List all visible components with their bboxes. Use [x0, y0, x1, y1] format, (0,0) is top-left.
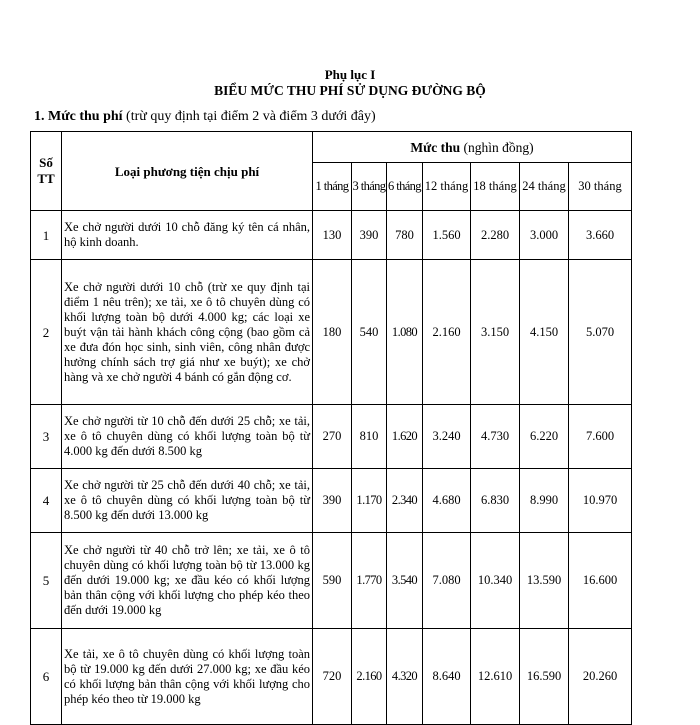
- fee-value: 6.830: [471, 469, 520, 533]
- fee-value: 7.080: [423, 533, 471, 629]
- table-row: [31, 629, 632, 725]
- fee-value: 3.540: [387, 533, 423, 629]
- fee-value: 540: [352, 260, 387, 405]
- fee-value: 8.640: [423, 629, 471, 725]
- fee-value: 10.970: [569, 469, 632, 533]
- row-number: 5: [31, 533, 62, 629]
- row-number: 3: [31, 405, 62, 469]
- fee-value: 12.610: [471, 629, 520, 725]
- fee-value: 180: [313, 260, 352, 405]
- vehicle-description: Xe chở người dưới 10 chỗ (trừ xe quy định tại điểm 1 nêu trên); xe tải, xe ô tô chuyên dùng có khối lượng toàn bộ dưới 4.000 kg; các loại xe buýt vận tải hành khách công cộng (bao gồm cả xe đưa đón học sinh, sinh viên, công nhân được hưởng chính sách trợ giá như xe buýt); xe chở hàng và xe chở người 4 bánh có gắn động cơ.: [62, 260, 313, 405]
- vehicle-description: Xe tải, xe ô tô chuyên dùng có khối lượng toàn bộ từ 19.000 kg đến dưới 27.000 kg; xe đầu kéo có khối lượng bản thân cộng với khối lượng cho phép kéo theo từ 19.000 kg: [62, 629, 313, 725]
- fee-value: 390: [313, 469, 352, 533]
- fee-value: 7.600: [569, 405, 632, 469]
- period-header: 1 tháng: [313, 163, 352, 211]
- section-label: 1. Mức thu phí: [34, 109, 123, 124]
- fee-value: 270: [313, 405, 352, 469]
- fee-value: 1.080: [387, 260, 423, 405]
- fee-value: 2.340: [387, 469, 423, 533]
- fee-value: 16.590: [520, 629, 569, 725]
- period-header: 6 tháng: [387, 163, 423, 211]
- fee-value: 590: [313, 533, 352, 629]
- fee-value: 4.150: [520, 260, 569, 405]
- fee-table: [30, 131, 632, 725]
- period-header: 30 tháng: [569, 163, 632, 211]
- table-row: [31, 405, 632, 469]
- fee-value: 720: [313, 629, 352, 725]
- fee-value: 3.150: [471, 260, 520, 405]
- section-note: (trừ quy định tại điểm 2 và điểm 3 dưới đây): [122, 109, 376, 124]
- fee-header-unit: (nghìn đồng): [460, 139, 534, 155]
- fee-value: 2.280: [471, 211, 520, 260]
- fee-value: 16.600: [569, 533, 632, 629]
- period-header: 18 tháng: [471, 163, 520, 211]
- stt-header: Số TT: [31, 132, 62, 211]
- period-header: 3 tháng: [352, 163, 387, 211]
- table-row: [31, 469, 632, 533]
- fee-value: 10.340: [471, 533, 520, 629]
- fee-value: 130: [313, 211, 352, 260]
- fee-value: 1.770: [352, 533, 387, 629]
- fee-value: 780: [387, 211, 423, 260]
- fee-value: 4.680: [423, 469, 471, 533]
- fee-header: [313, 132, 632, 163]
- fee-value: 6.220: [520, 405, 569, 469]
- table-row: [31, 533, 632, 629]
- period-header: 12 tháng: [423, 163, 471, 211]
- fee-value: 1.560: [423, 211, 471, 260]
- table-row: [31, 260, 632, 405]
- fee-value: 3.660: [569, 211, 632, 260]
- fee-value: 1.620: [387, 405, 423, 469]
- vehicle-description: Xe chở người từ 40 chỗ trở lên; xe tải, xe ô tô chuyên dùng có khối lượng toàn bộ từ 13.000 kg đến dưới 19.000 kg; xe đầu kéo có khối lượng bản thân cộng với khối lượng cho phép kéo theo đến dưới 19.000 kg: [62, 533, 313, 629]
- vehicle-description: Xe chở người dưới 10 chỗ đăng ký tên cá nhân, hộ kinh doanh.: [62, 211, 313, 260]
- section-heading: [34, 108, 376, 125]
- appendix-subtitle: BIỂU MỨC THU PHÍ SỬ DỤNG ĐƯỜNG BỘ: [214, 83, 486, 98]
- table-row: [31, 211, 632, 260]
- vehicle-description: Xe chở người từ 25 chỗ đến dưới 40 chỗ; xe tải, xe ô tô chuyên dùng có khối lượng toàn bộ từ 8.500 kg đến dưới 13.000 kg: [62, 469, 313, 533]
- fee-value: 13.590: [520, 533, 569, 629]
- vehicle-type-header: Loại phương tiện chịu phí: [62, 132, 313, 211]
- fee-value: 810: [352, 405, 387, 469]
- fee-value: 1.170: [352, 469, 387, 533]
- fee-value: 390: [352, 211, 387, 260]
- fee-value: 20.260: [569, 629, 632, 725]
- period-header: 24 tháng: [520, 163, 569, 211]
- fee-value: 4.320: [387, 629, 423, 725]
- fee-value: 5.070: [569, 260, 632, 405]
- fee-value: 3.000: [520, 211, 569, 260]
- row-number: 1: [31, 211, 62, 260]
- row-number: 4: [31, 469, 62, 533]
- row-number: 2: [31, 260, 62, 405]
- appendix-title: Phụ lục I: [324, 67, 376, 82]
- row-number: 6: [31, 629, 62, 725]
- fee-header-label: Mức thu: [410, 139, 461, 155]
- vehicle-description: Xe chở người từ 10 chỗ đến dưới 25 chỗ; xe tải, xe ô tô chuyên dùng có khối lượng toàn bộ từ 4.000 kg đến dưới 8.500 kg: [62, 405, 313, 469]
- fee-value: 3.240: [423, 405, 471, 469]
- fee-value: 2.160: [352, 629, 387, 725]
- fee-value: 8.990: [520, 469, 569, 533]
- fee-value: 4.730: [471, 405, 520, 469]
- fee-value: 2.160: [423, 260, 471, 405]
